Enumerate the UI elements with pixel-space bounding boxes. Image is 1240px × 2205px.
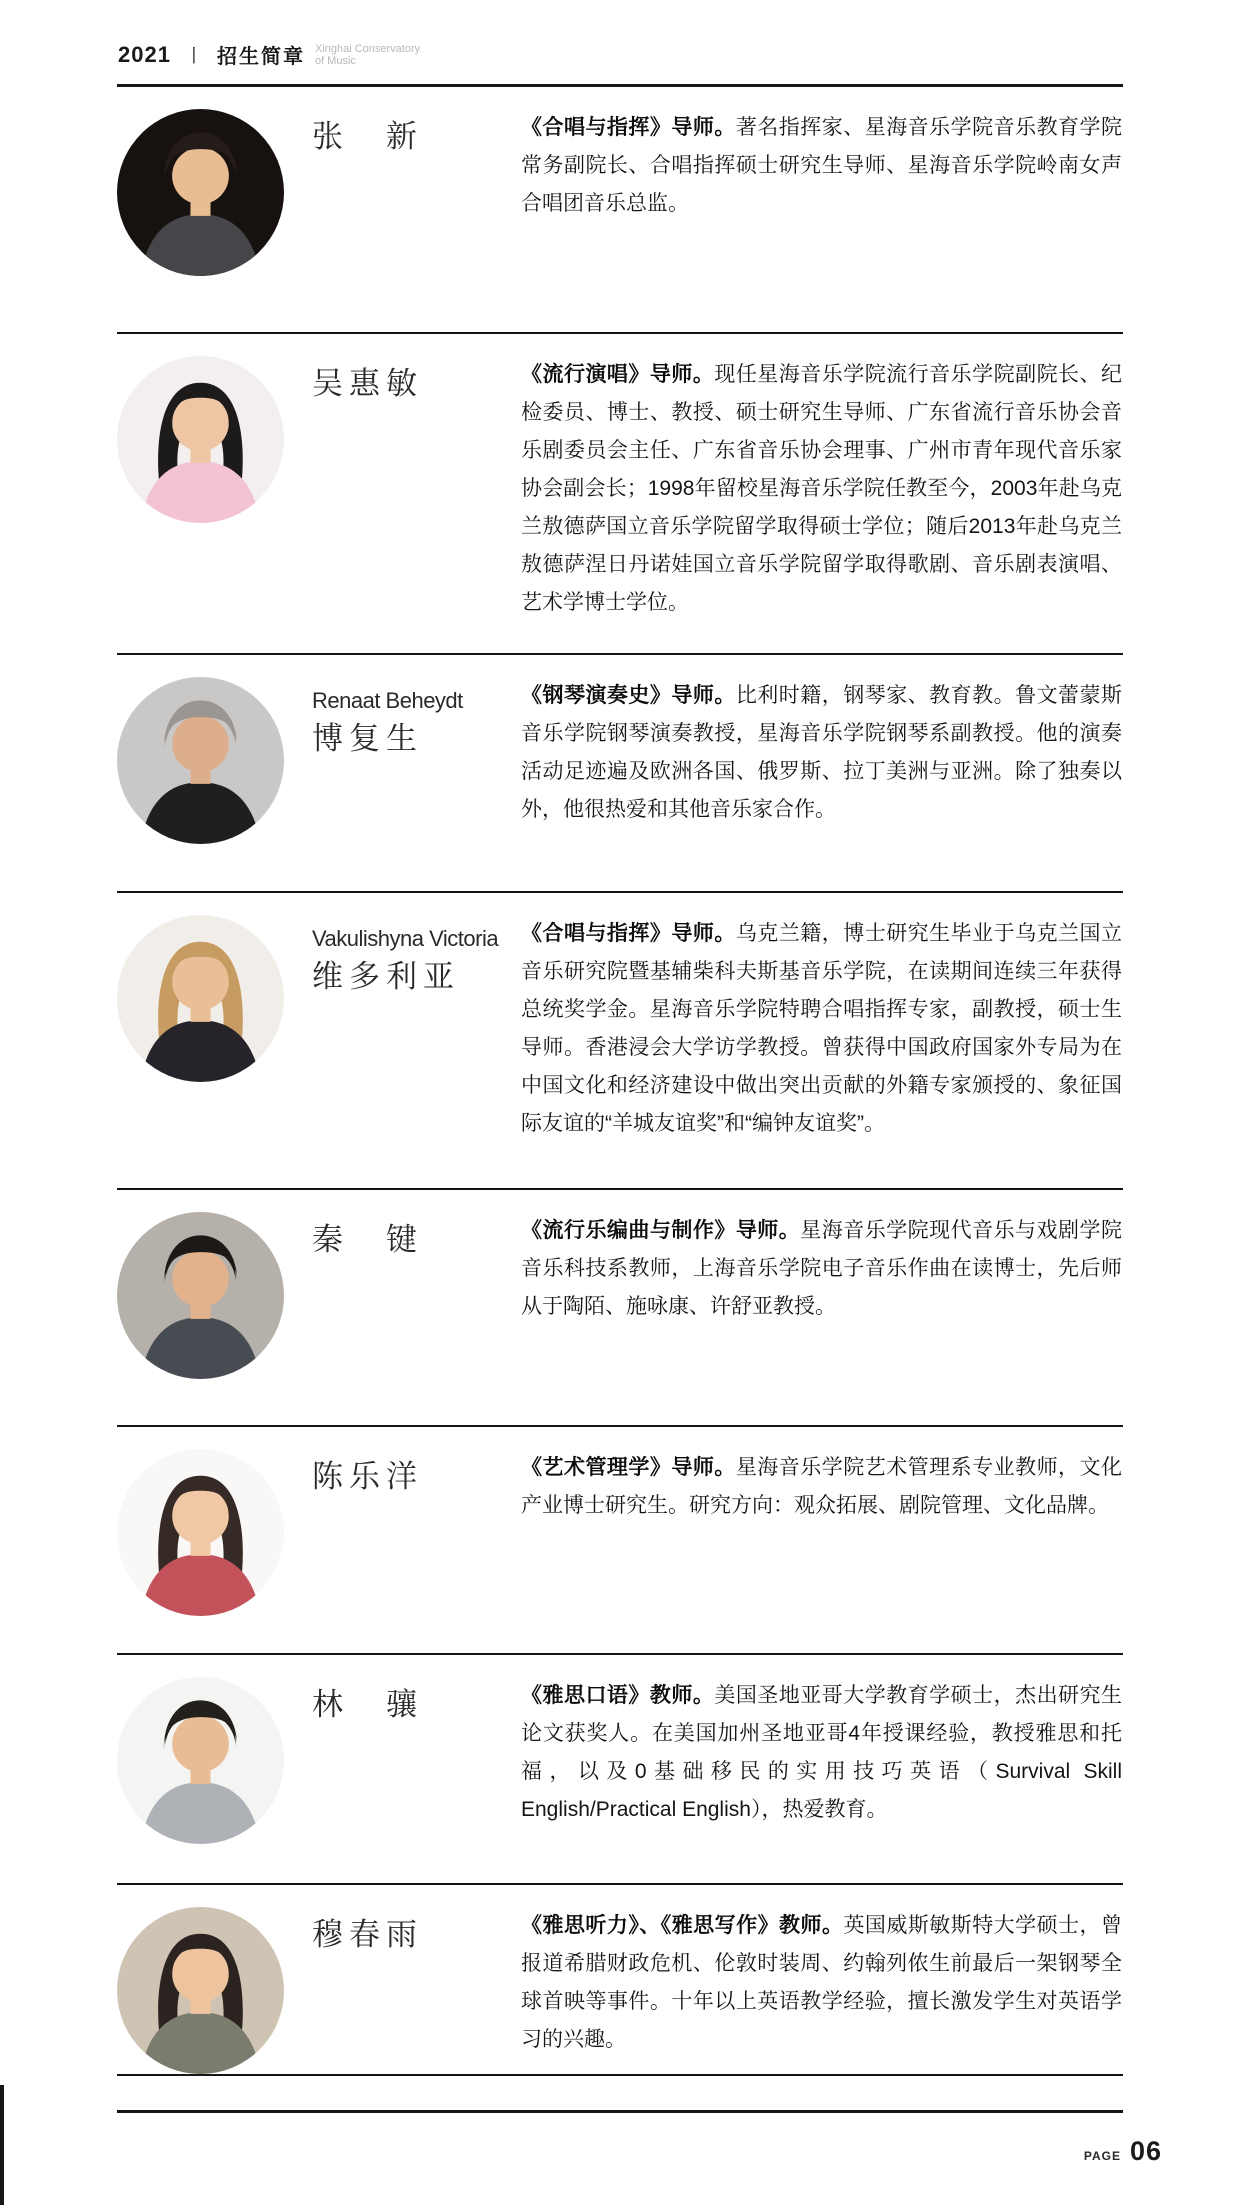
teacher-description	[521, 1677, 1122, 1829]
page-number-label: PAGE	[1083, 2149, 1121, 2163]
teacher-description	[521, 1449, 1122, 1525]
teacher-name-column	[284, 1449, 521, 1499]
teacher-name-zh: 穆春雨	[312, 1917, 423, 1952]
teacher-row	[117, 655, 1123, 893]
teacher-photo	[117, 1907, 284, 2074]
teacher-row	[117, 1427, 1123, 1655]
left-edge-accent-bar	[0, 2085, 4, 2205]
teacher-description	[521, 356, 1122, 622]
teacher-photo	[117, 915, 284, 1082]
teacher-name-en: Renaat Beheydt	[312, 688, 463, 713]
teacher-course-lead: 《雅思听力》、《雅思写作》教师。	[521, 1914, 844, 1937]
teacher-bio-text: 比利时籍，钢琴家、教育教。鲁文蕾蒙斯音乐学院钢琴演奏教授，星海音乐学院钢琴系副教授。他的演奏活动足迹遍及欧洲各国、俄罗斯、拉丁美洲与亚洲。除了独奏以外，他很热爱和其他音乐家合作。	[521, 684, 1123, 821]
header-title: 招生简章	[216, 46, 305, 68]
teacher-row	[117, 1655, 1123, 1885]
teacher-photo	[117, 1449, 284, 1616]
teacher-name-zh: 吴惠敏	[312, 366, 423, 401]
teacher-row	[117, 334, 1123, 655]
teacher-name-column	[284, 1212, 521, 1262]
teacher-row	[117, 893, 1123, 1190]
teacher-description	[521, 109, 1122, 223]
teacher-bio-text: 英国威斯敏斯特大学硕士，曾报道希腊财政危机、伦敦时装周、约翰列侬生前最后一架钢琴全球首映等事件。十年以上英语教学经验，擅长激发学生对英语学习的兴趣。	[521, 1914, 1123, 2051]
teacher-course-lead: 《钢琴演奏史》导师。	[521, 684, 736, 707]
teacher-name-en: Vakulishyna Victoria	[312, 926, 499, 951]
page-number-block	[1084, 2136, 1162, 2167]
teacher-photo	[117, 677, 284, 844]
teacher-name-zh: 张 新	[312, 119, 423, 154]
teacher-bio-text: 星海音乐学院艺术管理系专业教师，文化产业博士研究生。研究方向：观众拓展、剧院管理、文化品牌。	[521, 1456, 1123, 1517]
teacher-name-zh: 秦 键	[312, 1222, 423, 1257]
teacher-bio-text: 美国圣地亚哥大学教育学硕士，杰出研究生论文获奖人。在美国加州圣地亚哥4年授课经验，教授雅思和托福，以及0基础移民的实用技巧英语（Survival Skill English/Practical English），热爱教育。	[521, 1684, 1123, 1821]
page-header	[118, 40, 420, 69]
teacher-course-lead: 《艺术管理学》导师。	[521, 1456, 736, 1479]
teacher-name-column	[284, 1677, 521, 1727]
teacher-course-lead: 《流行演唱》导师。	[521, 363, 715, 386]
teacher-bio-text: 星海音乐学院现代音乐与戏剧学院音乐科技系教师，上海音乐学院电子音乐作曲在读博士，先后师从于陶陌、施咏康、许舒亚教授。	[521, 1219, 1123, 1318]
footer-rule	[117, 2110, 1123, 2113]
header-year: 2021	[118, 41, 171, 67]
teacher-name-column	[284, 356, 521, 406]
teacher-name-zh: 林 骧	[312, 1687, 423, 1722]
teacher-description	[521, 1212, 1122, 1326]
teacher-course-lead: 《合唱与指挥》导师。	[521, 116, 736, 139]
teacher-row	[117, 1885, 1123, 2076]
header-subtitle	[315, 43, 420, 67]
teacher-description	[521, 915, 1122, 1143]
teacher-name-column	[284, 1907, 521, 1957]
teacher-row	[117, 1190, 1123, 1427]
header-subtitle-line1: Xinghai Conservatory	[314, 42, 421, 55]
teacher-photo	[117, 1212, 284, 1379]
page-number-value: 06	[1129, 2136, 1162, 2166]
teacher-name-column	[284, 677, 521, 761]
teacher-photo	[117, 109, 284, 276]
teacher-photo	[117, 356, 284, 523]
teacher-bio-text: 现任星海音乐学院流行音乐学院副院长、纪检委员、博士、教授、硕士研究生导师、广东省流行音乐协会音乐剧委员会主任、广东省音乐协会理事、广州市青年现代音乐家协会副会长；1998年留校星海音乐学院任教至今，2003年赴乌克兰敖德萨国立音乐学院留学取得硕士学位；随后2013年赴乌克兰敖德萨涅日丹诺娃国立音乐学院留学取得歌剧、音乐剧表演唱、艺术学博士学位。	[521, 363, 1123, 614]
header-subtitle-line2: of Music	[314, 54, 356, 67]
teacher-bio-text: 乌克兰籍，博士研究生毕业于乌克兰国立音乐研究院暨基辅柴科夫斯基音乐学院，在读期间连续三年获得总统奖学金。星海音乐学院特聘合唱指挥专家，副教授，硕士生导师。香港浸会大学访学教授。曾获得中国政府国家外专局为在中国文化和经济建设中做出突出贡献的外籍专家颁授的、象征国际友谊的“羊城友谊奖”和“编钟友谊奖”。	[521, 922, 1123, 1135]
teacher-description	[521, 677, 1122, 829]
teacher-course-lead: 《雅思口语》教师。	[521, 1684, 715, 1707]
teacher-name-zh: 博复生	[312, 721, 423, 756]
teacher-description	[521, 1907, 1122, 2059]
teacher-name-column	[284, 915, 521, 999]
teacher-name-zh: 维多利亚	[312, 959, 460, 994]
teacher-course-lead: 《合唱与指挥》导师。	[521, 922, 736, 945]
teacher-name-column	[284, 109, 521, 159]
teacher-course-lead: 《流行乐编曲与制作》导师。	[521, 1219, 801, 1242]
teacher-row	[117, 87, 1123, 334]
teacher-name-zh: 陈乐洋	[312, 1459, 423, 1494]
header-separator: 丨	[184, 45, 203, 66]
teacher-list	[117, 87, 1123, 2076]
teacher-bio-text: 著名指挥家、星海音乐学院音乐教育学院常务副院长、合唱指挥硕士研究生导师、星海音乐学院岭南女声合唱团音乐总监。	[521, 116, 1123, 215]
teacher-photo	[117, 1677, 284, 1844]
